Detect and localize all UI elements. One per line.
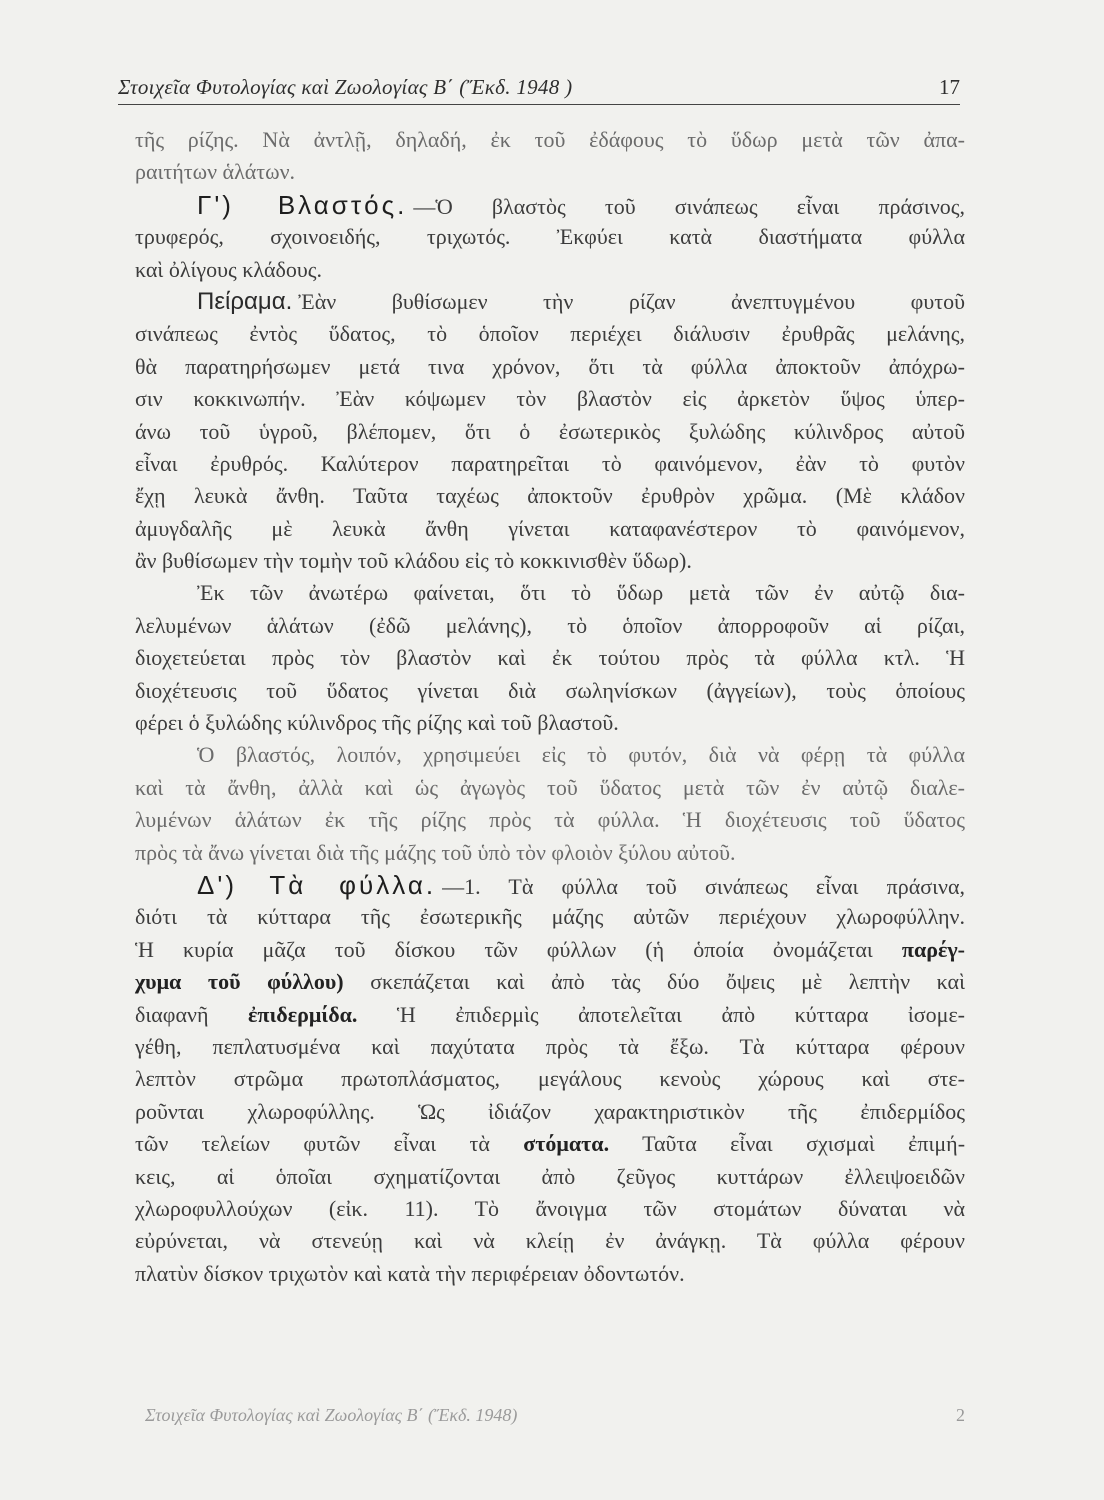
- text-line: λελυμένων ἁλάτων (ἐδῶ μελάνης), τὸ ὁποῖον ἀπορροφοῦν αἱ ρίζαι,: [135, 612, 965, 638]
- signature-mark: 2: [956, 1405, 965, 1425]
- text-line: [135, 966, 965, 998]
- text-line: ἔχῃ λευκὰ ἄνθη. Ταῦτα ταχέως ἀποκτοῦν ἐρυθρὸν χρῶμα. (Μὲ κλάδον: [135, 483, 965, 509]
- text-span: —1. Τὰ φύλλα τοῦ σινάπεως εἶναι πράσινα,: [442, 873, 965, 899]
- text-line: διοχέτευσις τοῦ ὕδατος γίνεται διὰ σωληνίσκων (ἀγγείων), τοὺς ὁποίους: [135, 677, 965, 703]
- text-line: Ἐκ τῶν ἀνωτέρω φαίνεται, ὅτι τὸ ὕδωρ μετὰ τῶν ἐν αὐτῷ δια-: [197, 580, 965, 606]
- text-span: —Ὁ βλαστὸς τοῦ σινάπεως εἶναι πράσινος,: [413, 193, 965, 219]
- text-line: φέρει ὁ ξυλώδης κύλινδρος τῆς ρίζης καὶ τοῦ βλαστοῦ.: [135, 710, 619, 736]
- page-footer: [145, 1405, 965, 1426]
- text-line: πρὸς τὰ ἄνω γίνεται διὰ τῆς μάζης τοῦ ὑπὸ τὸν φλοιὸν ξύλου αὐτοῦ.: [135, 839, 736, 865]
- text-span: Ἡ ἐπιδερμὶς ἀποτελεῖται ἀπὸ κύτταρα ἰσομε-: [396, 1001, 966, 1027]
- bold-term: στόματα.: [523, 1131, 610, 1157]
- experiment-line: [135, 286, 965, 318]
- text-line: ροῦνται χλωροφύλλης. Ὡς ἰδιάζον χαρακτηριστικὸν τῆς ἐπιδερμίδος: [135, 1098, 965, 1124]
- text-span: σκεπάζεται καὶ ἀπὸ τὰς δύο ὄψεις μὲ λεπτὴν καὶ: [370, 969, 966, 995]
- text-line: κεις, αἱ ὁποῖαι σχηματίζονται ἀπὸ ζεῦγος κυττάρων ἐλλειψοειδῶν: [135, 1163, 965, 1189]
- text-line: λεπτὸν στρῶμα πρωτοπλάσματος, μεγάλους κενοὺς χώρους καὶ στε-: [135, 1066, 965, 1092]
- section-heading-line: [135, 869, 965, 901]
- text-line: ραιτήτων ἁλάτων.: [135, 159, 296, 185]
- page-header: [118, 72, 960, 105]
- text-line: εὐρύνεται, νὰ στενεύῃ καὶ νὰ κλείῃ ἐν ἀνάγκῃ. Τὰ φύλλα φέρουν: [135, 1228, 965, 1254]
- text-line: σιν κοκκινωπήν. Ἐὰν κόψωμεν τὸν βλαστὸν εἰς ἀρκετὸν ὕψος ὑπερ-: [135, 386, 965, 412]
- text-span: Ἐὰν βυθίσωμεν τὴν ρίζαν ἀνεπτυγμένου φυτοῦ: [298, 288, 965, 314]
- text-line: εἶναι ἐρυθρός. Καλύτερον παρατηρεῖται τὸ φαινόμενον, ἐὰν τὸ φυτὸν: [135, 450, 965, 476]
- text-line: καὶ ὀλίγους κλάδους.: [135, 256, 322, 282]
- text-span: τῶν τελείων φυτῶν εἶναι τὰ: [135, 1131, 490, 1157]
- text-line: πλατὺν δίσκον τριχωτὸν καὶ κατὰ τὴν περιφέρειαν ὀδοντωτόν.: [135, 1260, 685, 1286]
- text-line: διότι τὰ κύτταρα τῆς ἐσωτερικῆς μάζης αὐτῶν περιέχουν χλωροφύλλην.: [135, 904, 965, 930]
- text-line: θὰ παρατηρήσωμεν μετά τινα χρόνον, ὅτι τὰ φύλλα ἀποκτοῦν ἀπόχρω-: [135, 353, 965, 379]
- text-line: τρυφερός, σχοινοειδής, τριχωτός. Ἐκφύει κατὰ διαστήματα φύλλα: [135, 224, 965, 250]
- text-line: ἂν βυθίσωμεν τὴν τομὴν τοῦ κλάδου εἰς τὸ κοκκινισθὲν ὕδωρ).: [135, 548, 692, 574]
- text-line: καὶ τὰ ἄνθη, ἀλλὰ καὶ ὡς ἀγωγὸς τοῦ ὕδατος μετὰ τῶν ἐν αὐτῷ διαλε-: [135, 774, 965, 800]
- text-line: γέθη, πεπλατυσμένα καὶ παχύτατα πρὸς τὰ ἔξω. Τὰ κύτταρα φέρουν: [135, 1033, 965, 1059]
- text-line: σινάπεως ἐντὸς ὕδατος, τὸ ὁποῖον περιέχει διάλυσιν ἐρυθρᾶς μελάνης,: [135, 321, 965, 347]
- text-span: Ἡ κυρία μᾶζα τοῦ δίσκου τῶν φύλλων (ἡ ὁποία ὀνομάζεται: [135, 936, 873, 962]
- text-span: διαφανῆ: [135, 1001, 209, 1027]
- text-line: [135, 1128, 965, 1160]
- text-line: χλωροφυλλούχων (εἰκ. 11). Τὸ ἄνοιγμα τῶν στομάτων δύναται νὰ: [135, 1195, 965, 1221]
- experiment-label: Πείραμα.: [197, 287, 293, 315]
- section-heading-stem: Γ') Βλαστός.: [197, 189, 408, 220]
- text-line: τῆς ρίζης. Νὰ ἀντλῇ, δηλαδή, ἐκ τοῦ ἐδάφους τὸ ὕδωρ μετὰ τῶν ἀπα-: [135, 127, 965, 152]
- page-body: [135, 124, 965, 1290]
- section-heading-line: [135, 189, 965, 221]
- text-line: άνω τοῦ ὑγροῦ, βλέπομεν, ὅτι ὁ ἐσωτερικὸς ξυλώδης κύλινδρος αὐτοῦ: [135, 418, 965, 444]
- bold-term: παρέγ-: [901, 936, 966, 962]
- text-line: διοχετεύεται πρὸς τὸν βλαστὸν καὶ ἐκ τούτου πρὸς τὰ φύλλα κτλ. Ἡ: [135, 645, 965, 671]
- page-number: 17: [939, 75, 960, 99]
- bold-term: ἐπιδερμίδα.: [248, 1001, 358, 1027]
- text-line: [135, 934, 965, 966]
- running-title: Στοιχεῖα Φυτολογίας καὶ Ζωολογίας Β΄ (Ἔκδ. 1948 ): [118, 75, 573, 99]
- bold-term: χυμα τοῦ φύλλου): [135, 969, 344, 995]
- footer-title: Στοιχεῖα Φυτολογίας καὶ Ζωολογίας Β΄ (Ἔκδ. 1948): [145, 1405, 518, 1425]
- text-span: Ταῦτα εἶναι σχισμαὶ ἐπιμή-: [642, 1131, 966, 1157]
- section-heading-leaves: Δ') Τὰ φύλλα.: [197, 869, 437, 900]
- text-line: ἀμυγδαλῆς μὲ λευκὰ ἄνθη γίνεται καταφανέστερον τὸ φαινόμενον,: [135, 515, 965, 541]
- text-line: [135, 999, 965, 1031]
- text-line: Ὁ βλαστός, λοιπόν, χρησιμεύει εἰς τὸ φυτόν, διὰ νὰ φέρῃ τὰ φύλλα: [197, 742, 965, 768]
- text-line: λυμένων ἁλάτων ἐκ τῆς ρίζης πρὸς τὰ φύλλα. Ἡ διοχέτευσις τοῦ ὕδατος: [135, 807, 965, 833]
